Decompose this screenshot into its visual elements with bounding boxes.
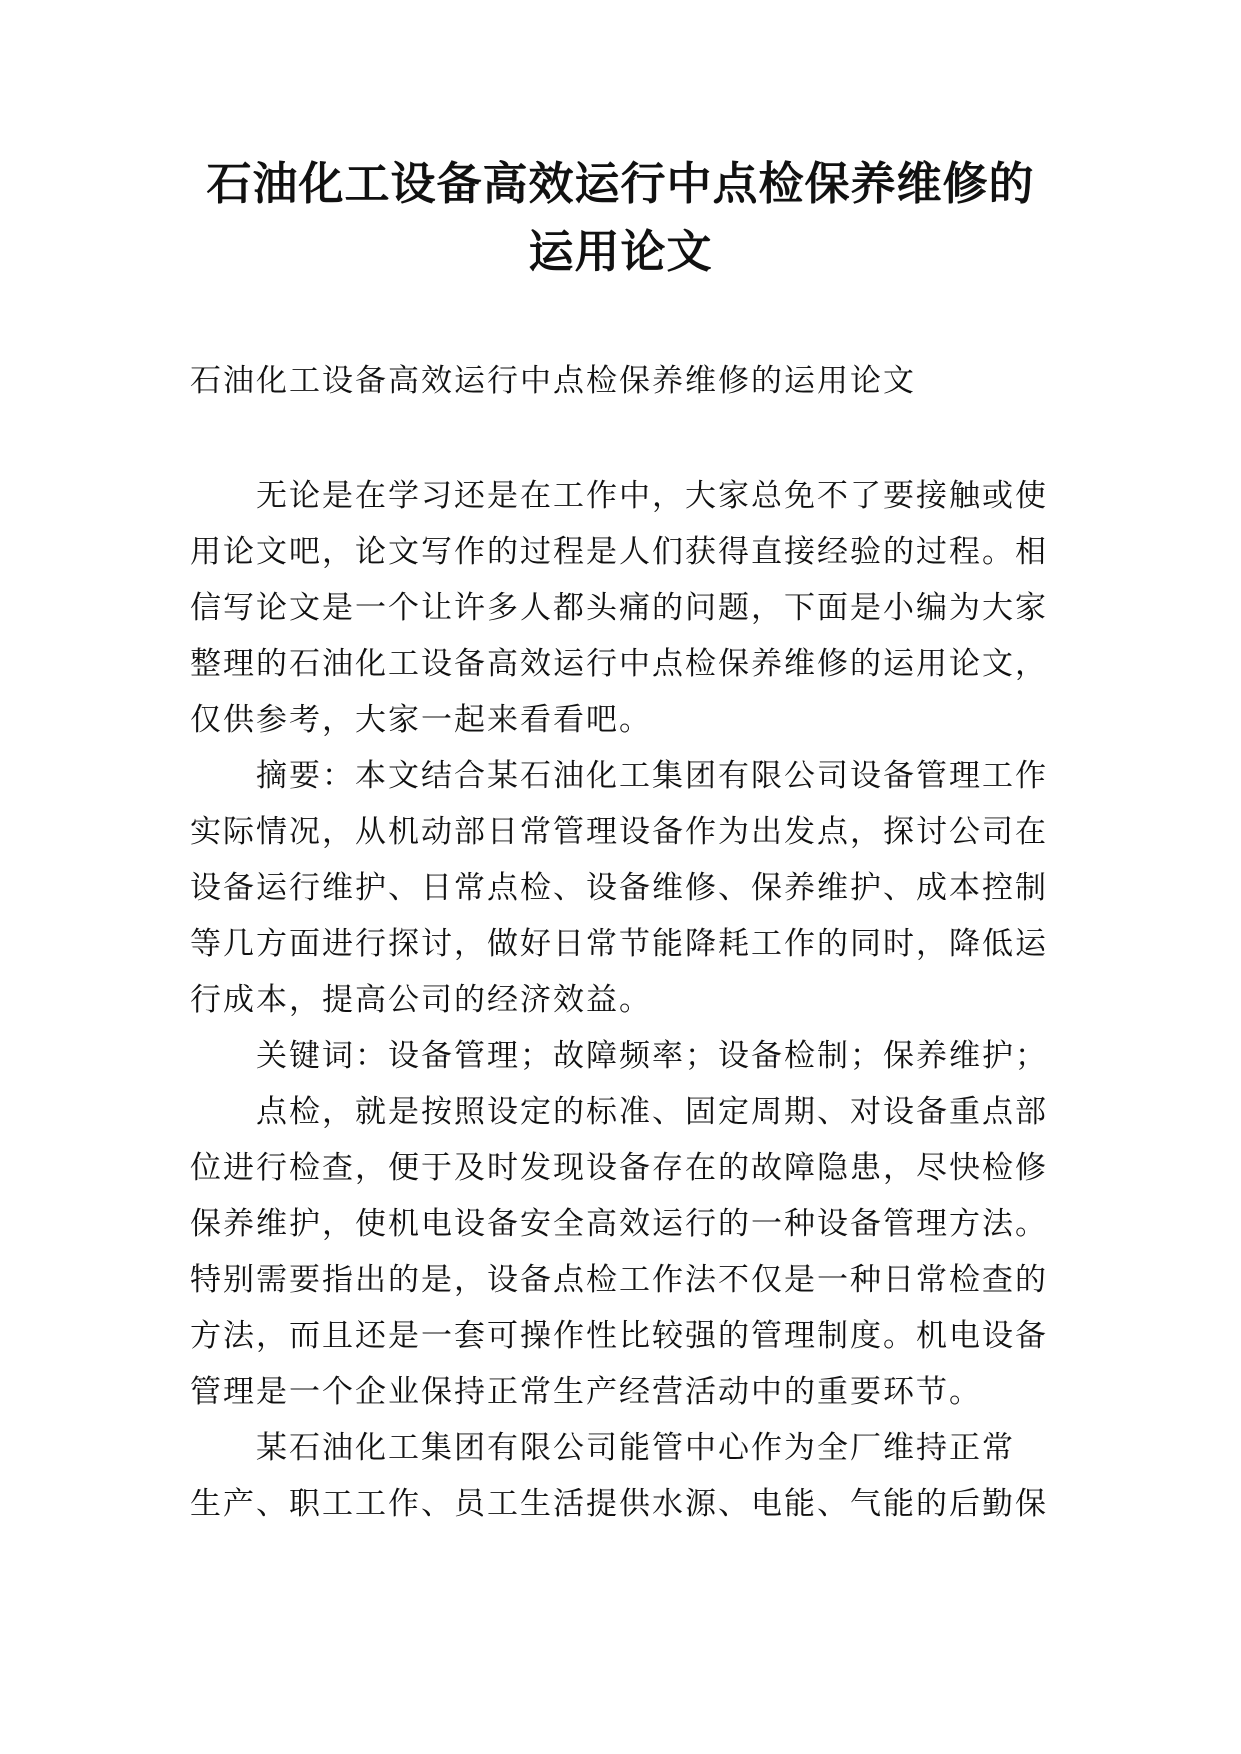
document-title [150, 150, 1091, 286]
paragraph-line: 等几方面进行探讨，做好日常节能降耗工作的同时，降低运 [190, 926, 1048, 962]
paragraph-line: 方法，而且还是一套可操作性比较强的管理制度。机电设备 [190, 1318, 1048, 1354]
paragraph-line: 摘要：本文结合某石油化工集团有限公司设备管理工作 [256, 758, 1048, 794]
paragraph-line: 仅供参考，大家一起来看看吧。 [190, 702, 652, 738]
document-subtitle: 石油化工设备高效运行中点检保养维修的运用论文 [190, 363, 916, 399]
paragraph-inspection [190, 1084, 1070, 1420]
paragraph-line: 特别需要指出的是，设备点检工作法不仅是一种日常检查的 [190, 1262, 1048, 1298]
paragraph-energy-center [190, 1420, 1070, 1532]
document-title-line-1: 石油化工设备高效运行中点检保养维修的 [206, 157, 1035, 210]
paragraph-line: 用论文吧，论文写作的过程是人们获得直接经验的过程。相 [190, 534, 1048, 570]
document-title-line-2: 运用论文 [528, 225, 713, 278]
paragraph-line: 整理的石油化工设备高效运行中点检保养维修的运用论文， [190, 646, 1048, 682]
paragraph-intro [190, 468, 1070, 748]
paragraph-line: 生产、职工工作、员工生活提供水源、电能、气能的后勤保 [190, 1486, 1048, 1522]
paragraph-line: 行成本，提高公司的经济效益。 [190, 982, 652, 1018]
paragraph-line: 关键词：设备管理；故障频率；设备检制；保养维护； [256, 1038, 1048, 1074]
paragraph-line: 位进行检查，便于及时发现设备存在的故障隐患，尽快检修 [190, 1150, 1048, 1186]
paragraph-line: 管理是一个企业保持正常生产经营活动中的重要环节。 [190, 1374, 982, 1410]
paragraph-abstract [190, 748, 1070, 1028]
paragraph-line: 某石油化工集团有限公司能管中心作为全厂维持正常 [256, 1430, 1015, 1466]
paragraph-line: 保养维护，使机电设备安全高效运行的一种设备管理方法。 [190, 1206, 1048, 1242]
document-body [190, 468, 1070, 1532]
paragraph-line: 设备运行维护、日常点检、设备维修、保养维护、成本控制 [190, 870, 1048, 906]
paragraph-line: 信写论文是一个让许多人都头痛的问题，下面是小编为大家 [190, 590, 1048, 626]
paragraph-line: 无论是在学习还是在工作中，大家总免不了要接触或使 [256, 478, 1048, 514]
paragraph-line: 实际情况，从机动部日常管理设备作为出发点，探讨公司在 [190, 814, 1048, 850]
paragraph-line: 点检，就是按照设定的标准、固定周期、对设备重点部 [256, 1094, 1048, 1130]
paragraph-keywords [190, 1028, 1070, 1084]
